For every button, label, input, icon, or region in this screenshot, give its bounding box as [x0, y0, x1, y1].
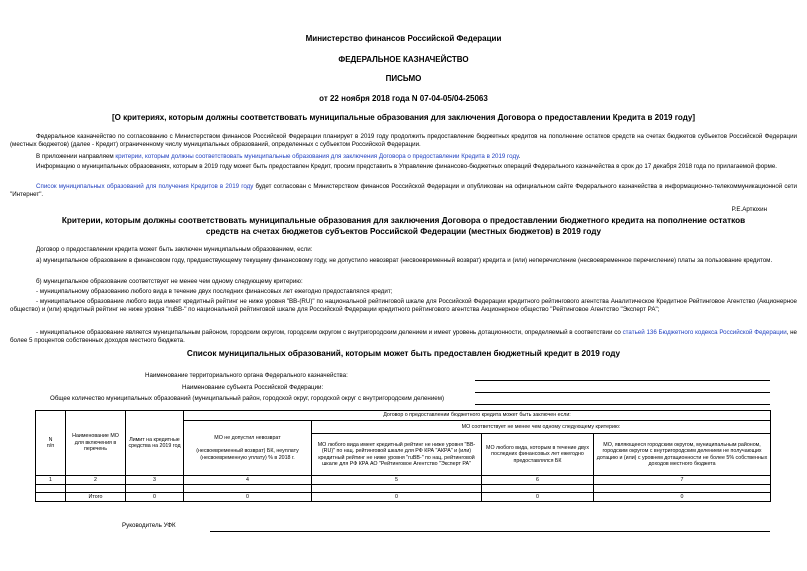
header-cell-criteria: МО соответствует не менее чем одному следующему критерию: [312, 421, 771, 434]
header-cell-name: Наименование МО для включения в перечень [66, 411, 126, 476]
criteria-b2: - муниципальное образование любого вида имеет кредитный рейтинг не ниже уровня "BB-(RU)" по национальной рейтинговой шкале для Российской Федерации кредитного рейтингового агентства Аналитическое Кредитное Рейтинговое Агентство (Акционерное общество) и (или) кредитный рейтинг не ниже уровня "ruBB-" по национальной рейтинговой шкале для Российской Федерации кредитного рейтингового агентства Акционерное общество "Рейтинговое Агентство "Эксперт РА"; [10, 298, 797, 314]
criteria-title: Критерии, которым должны соответствовать муниципальные образования для заключения Договора о предоставлении бюджетного кредита на пополнение остатков средств на счетах бюджетов субъектов Российской Федерации (местных бюджетов) в 2019 году [61, 216, 746, 236]
head-signature-line [210, 531, 770, 532]
field-count-label: Общее количество муниципальных образований (муниципальный район, городской округ, городской округ с внутригородским делением) [50, 395, 445, 402]
ministry-heading: Министерство финансов Российской Федерации [305, 34, 502, 43]
list-title: Список муниципальных образований, которым может быть предоставлен бюджетный кредит в 2019 году [186, 349, 621, 358]
total-row: Итого 0 0 0 0 0 [36, 493, 771, 502]
letter-paragraph-4: Список муниципальных образований для получения Кредитов в 2019 году будет согласован с Министерством финансов Российской Федерации и опубликован на официальном сайте Федерального казначейства в информационно-телекоммуникационной сети "Интернет". [10, 183, 797, 199]
head-label: Руководитель УФК [122, 522, 176, 529]
header-cell-prior-credit: МО любого вида, которым в течение двух последних финансовых лет ежегодно предоставлялся БК [482, 434, 594, 476]
field-subject-label: Наименование субъекта Российской Федерации: [182, 384, 324, 391]
criteria-link[interactable]: критерии, которым должны соответствовать муниципальные образования для заключения Договора о предоставлении Кредита в 2019 году [115, 153, 519, 160]
municipalities-table [35, 410, 771, 502]
column-number-row: 1 2 3 4 5 6 7 [36, 476, 771, 485]
doc-number: от 22 ноября 2018 года N 07-04-05/04-25063 [319, 94, 488, 103]
field-count-line [475, 404, 770, 405]
signature: Р.Е.Артюхин [731, 206, 767, 213]
doc-subject: [О критериях, которым должны соответствовать муниципальные образования для заключения Договора о предоставлении Кредита в 2019 году] [111, 113, 695, 122]
criteria-a: а) муниципальное образование в финансовом году, предшествующему текущему финансовому году, не допустило невозврат (несвоевременный возврат) кредита и (или) неперечисление (несвоевременное перечисление) платы за пользование кредитом. [36, 257, 773, 264]
header-cell-limit: Лимит на кредитные средства на 2019 год [126, 411, 184, 476]
header-cell-subsidy: МО, являющееся городским округом, муниципальным районом, городским округом с внутригородским делением не получающих дотацию и (или) с уровнем дотационности не более 5% собственных доходов местного бюджета [594, 434, 771, 476]
agency-heading: ФЕДЕРАЛЬНОЕ КАЗНАЧЕЙСТВО [338, 55, 469, 64]
criteria-b3: - муниципальное образование является муниципальным районом, городским округом, городским округом с внутригородским делением и имеет уровень дотационности, определяемый в соответствии со статьей 136 Бюджетного кодекса Российской Федерации, не более 5 процентов собственных доходов местного бюджета. [10, 329, 797, 345]
header-cell-rating: МО любого вида имеет кредитный рейтинг не ниже уровня "BB-(RU)" по нац. рейтинговой шкале для РФ КРА "АКРА" и (или) кредитный рейтинг не ниже уровня "ruBB-" по нац. рейтинговой шкале для РФ КРА АО "Рейтинговое Агентство "Эксперт РА" [312, 434, 482, 476]
header-cell-group: Договор о предоставлении бюджетного кредита может быть заключен если: [184, 411, 771, 421]
doc-type-heading: ПИСЬМО [385, 74, 422, 83]
criteria-intro: Договор о предоставлении кредита может быть заключен муниципальным образованием, если: [36, 246, 313, 253]
criteria-b1: - муниципальному образованию любого вида в течение двух последних финансовых лет ежегодно предоставлялся кредит; [36, 288, 393, 295]
letter-paragraph-3: Информацию о муниципальных образованиях, которым в 2019 году может быть предоставлен Кредит, просим представить в Управление финансово-бюджетных операций Федерального казначейства в срок до 17 декабря 2018 года по прилагаемой форме. [36, 163, 778, 170]
header-cell-number: N п/п [36, 411, 66, 476]
budget-code-link[interactable]: статьей 136 Бюджетного кодекса Российской Федерации [622, 329, 787, 336]
header-cell-no-default: МО не допустил невозврат (несвоевременный возврат) БК, неуплату (несвоевременную уплату) % в 2018 г. [184, 421, 312, 476]
letter-paragraph-2: В приложении направляем критерии, которым должны соответствовать муниципальные образования для заключения Договора о предоставлении Кредита в 2019 году. [36, 153, 521, 160]
empty-row [36, 485, 771, 493]
letter-paragraph-1: Федеральное казначейство по согласованию с Министерством финансов Российской Федерации планирует в 2019 году продолжить предоставление бюджетных кредитов на пополнение остатков средств на счетах бюджетов субъектов Российской Федерации (местных бюджетов) (далее - Кредит) ограниченному числу муниципальных образований, определенных с субъектом Российской Федерации. [10, 133, 797, 149]
municipalities-list-link[interactable]: Список муниципальных образований для получения Кредитов в 2019 году [36, 183, 254, 190]
field-treasury-body-line [475, 380, 770, 381]
field-subject-line [475, 392, 770, 393]
criteria-b: б) муниципальное образование соответствует не менее чем одному следующему критерию: [36, 278, 303, 285]
field-treasury-body-label: Наименование территориального органа Федерального казначейства: [145, 372, 348, 379]
